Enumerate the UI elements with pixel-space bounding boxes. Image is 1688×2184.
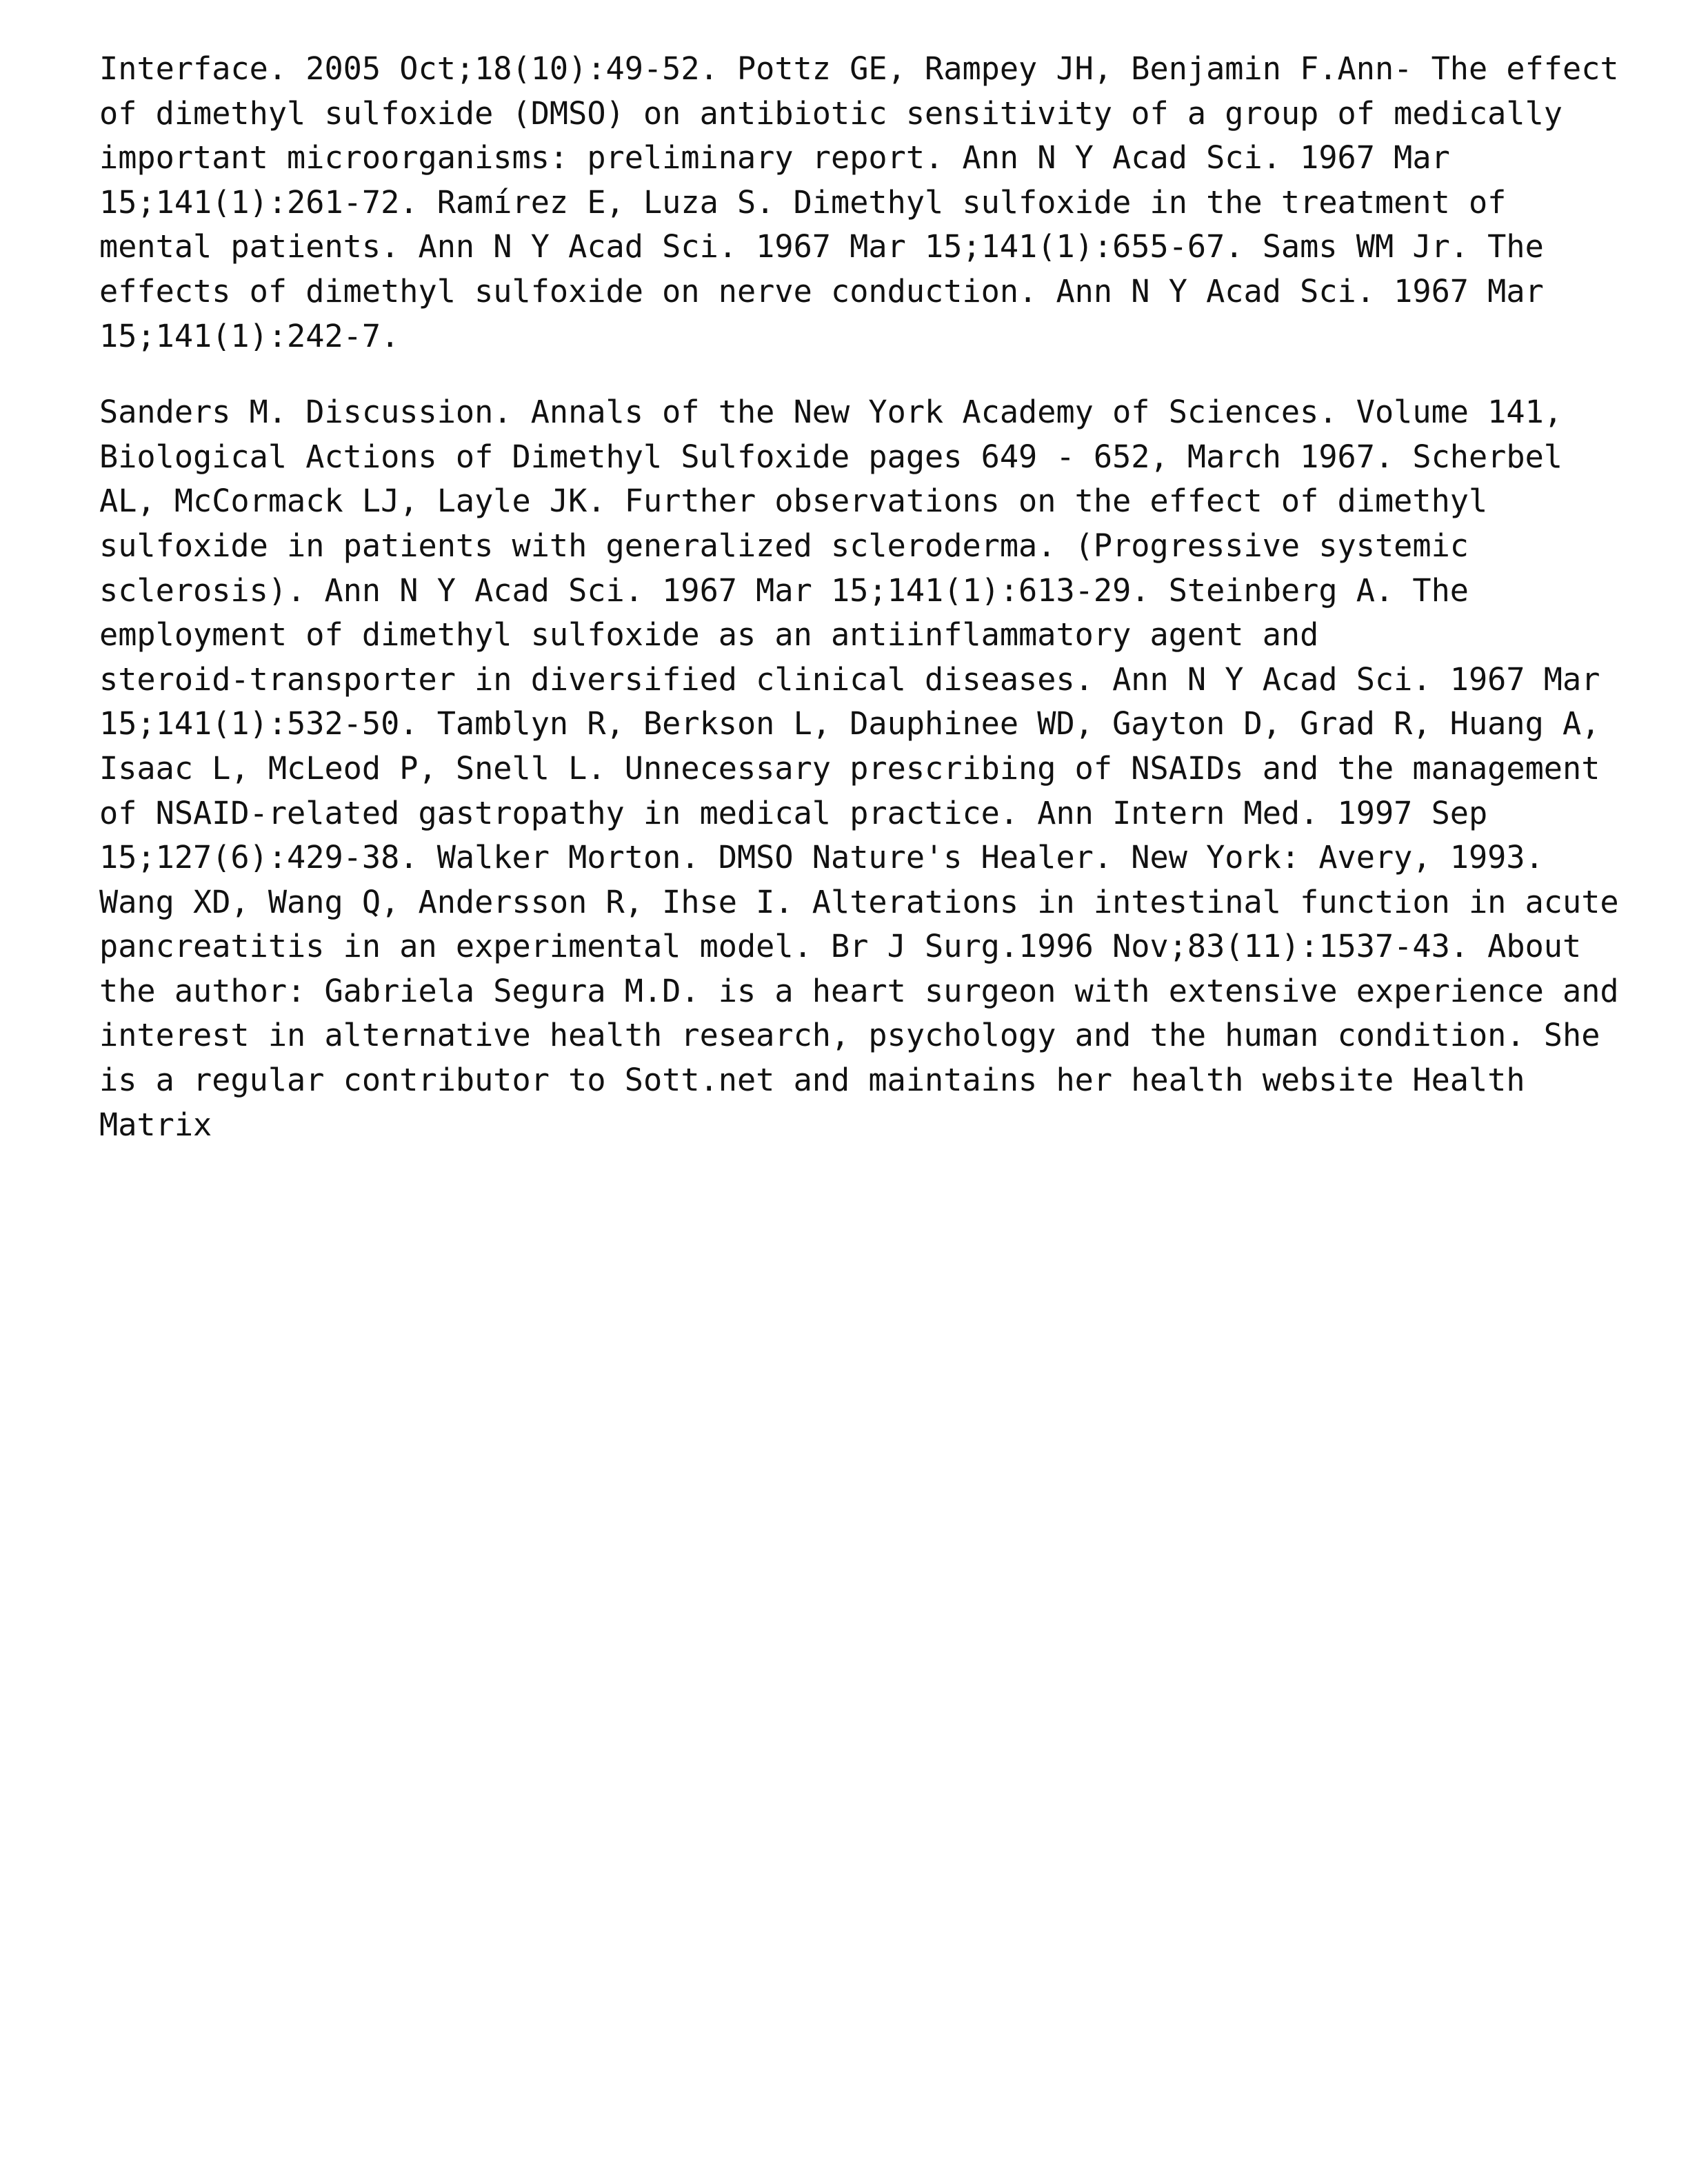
text-line: important microorganisms: preliminary report. Ann N Y Acad Sci. 1967 Mar: [99, 139, 1450, 176]
text-line: of dimethyl sulfoxide (DMSO) on antibiotic sensitivity of a group of medically: [99, 94, 1563, 132]
text-line: 15;127(6):429-38. Walker Morton. DMSO Nature's Healer. New York: Avery, 1993.: [99, 839, 1544, 876]
document-page: [99, 47, 1619, 1147]
text-line: 15;141(1):532-50. Tamblyn R, Berkson L, Dauphinee WD, Gayton D, Grad R, Huang A,: [99, 705, 1600, 742]
text-line: Isaac L, McLeod P, Snell L. Unnecessary prescribing of NSAIDs and the management: [99, 749, 1600, 787]
text-line: the author: Gabriela Segura M.D. is a heart surgeon with extensive experience and: [99, 972, 1619, 1009]
text-line: AL, McCormack LJ, Layle JK. Further observations on the effect of dimethyl: [99, 483, 1488, 520]
text-line: interest in alternative health research, psychology and the human condition. She: [99, 1017, 1600, 1054]
text-line: 15;141(1):261-72. Ramírez E, Luza S. Dimethyl sulfoxide in the treatment of: [99, 183, 1507, 221]
text-line: sulfoxide in patients with generalized scleroderma. (Progressive systemic: [99, 527, 1469, 564]
text-line: mental patients. Ann N Y Acad Sci. 1967 Mar 15;141(1):655-67. Sams WM Jr. The: [99, 228, 1544, 265]
text-line: 15;141(1):242-7.: [99, 317, 400, 354]
text-line: sclerosis). Ann N Y Acad Sci. 1967 Mar 15;141(1):613-29. Steinberg A. The: [99, 572, 1469, 609]
text-line: employment of dimethyl sulfoxide as an antiinflammatory agent and: [99, 616, 1319, 654]
text-line: Interface. 2005 Oct;18(10):49-52. Pottz GE, Rampey JH, Benjamin F.Ann- The effect: [99, 50, 1619, 87]
text-line: effects of dimethyl sulfoxide on nerve conduction. Ann N Y Acad Sci. 1967 Mar: [99, 272, 1544, 310]
reference-paragraph-2: [99, 390, 1619, 1147]
text-line: steroid-transporter in diversified clinical diseases. Ann N Y Acad Sci. 1967 Mar: [99, 660, 1600, 698]
text-line: Biological Actions of Dimethyl Sulfoxide pages 649 - 652, March 1967. Scherbel: [99, 438, 1563, 475]
text-line: is a regular contributor to Sott.net and maintains her health website Health: [99, 1062, 1525, 1099]
text-line: Sanders M. Discussion. Annals of the New York Academy of Sciences. Volume 141,: [99, 394, 1563, 431]
reference-paragraph-1: [99, 47, 1619, 358]
text-line: of NSAID-related gastropathy in medical practice. Ann Intern Med. 1997 Sep: [99, 794, 1488, 831]
text-line: Wang XD, Wang Q, Andersson R, Ihse I. Alterations in intestinal function in acute: [99, 883, 1619, 920]
text-line: Matrix: [99, 1106, 212, 1143]
text-line: pancreatitis in an experimental model. Br J Surg.1996 Nov;83(11):1537-43. About: [99, 928, 1582, 965]
